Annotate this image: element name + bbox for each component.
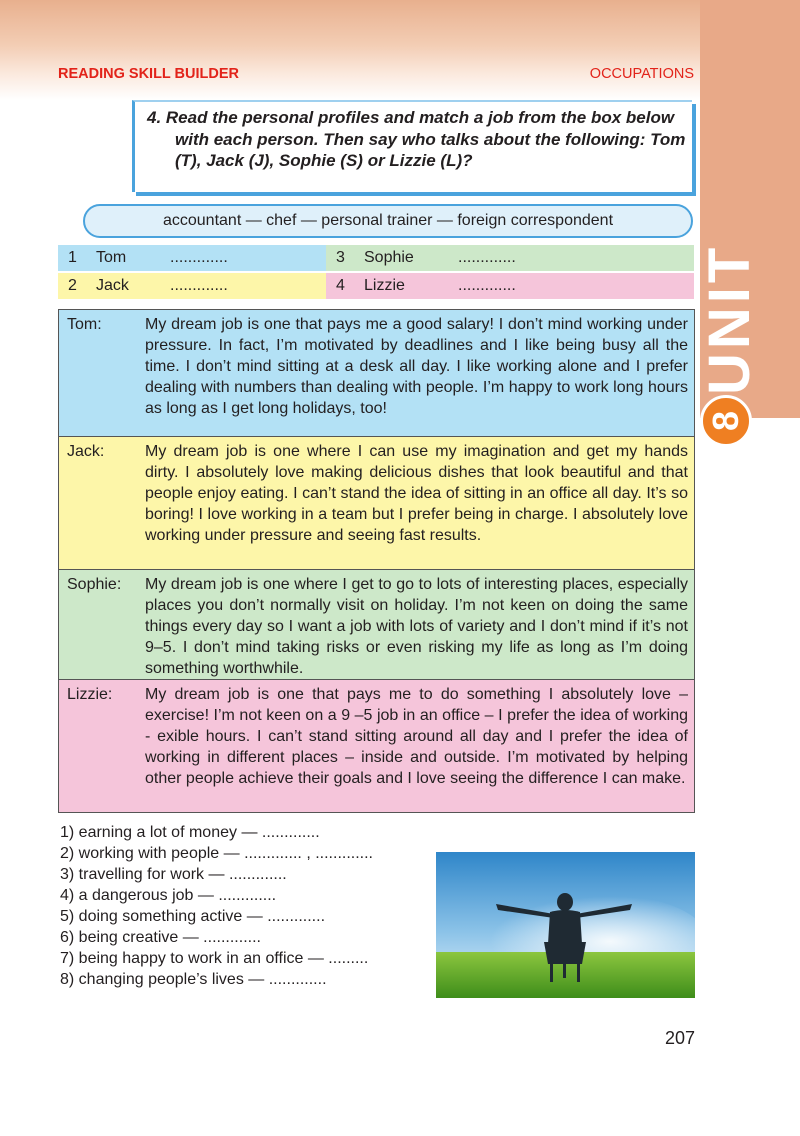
photo-illustration [436, 852, 695, 998]
match-number: 1 [68, 249, 77, 266]
match-number: 2 [68, 277, 77, 294]
task-instruction [147, 107, 687, 172]
profile-text: My dream job is one that pays me to do something I absolutely love – exercise! I’m not keen on a 9 –5 job in an office – I prefer the idea of working - exible hours. I can’t stand sitting around all day and I prefer the idea of working in different places – inside and outside. I’m motivated by helping other people achieve their goals and I love seeing the difference I can make. [145, 686, 688, 787]
match-name: Tom [96, 249, 127, 266]
profile-text: My dream job is one that pays me a good salary! I don’t mind working under pressure. In fact, I’m motivated by deadlines and I like being busy all the time. I don’t mind sitting at a desk all day. I like working alone and I prefer dealing with numbers than dealing with people. I’m happy to work long hours as long as I get long holidays, too! [145, 316, 688, 417]
profile-text: My dream job is one where I can use my imagination and get my hands dirty. I absolutely love making delicious dishes that look beautiful and that people enjoy eating. I can’t stand the idea of sitting in an office all day. It’s so boring! I love working in a team but I prefer being in charge. I absolutely love working under pressure and seeing fast results. [145, 443, 688, 544]
task-instruction-text: 4. Read the personal profiles and match a job from the box below with each person. Then say who talks about the following: Tom (T), Jack (J), Sophie (S) or Lizzie (L)? [147, 108, 686, 170]
match-name: Sophie [364, 249, 414, 266]
match-name: Lizzie [364, 277, 405, 294]
match-row-lizzie [326, 273, 694, 299]
question-item: 2) working with people — ............. , ............. [60, 845, 373, 862]
question-item: 7) being happy to work in an office — ......... [60, 950, 369, 967]
match-answer-blank[interactable]: ............. [458, 249, 516, 266]
match-row-sophie [326, 245, 694, 271]
task-instruction-box [132, 100, 692, 192]
match-answer-blank[interactable]: ............. [170, 249, 228, 266]
profile-name: Sophie: [67, 576, 122, 593]
question-item: 4) a dangerous job — ............. [60, 887, 277, 904]
profiles-table [58, 309, 695, 813]
profile-jack [59, 437, 694, 570]
section-title: READING SKILL BUILDER [58, 66, 239, 82]
profile-name: Jack: [67, 443, 105, 460]
question-item: 1) earning a lot of money — ............. [60, 824, 320, 841]
match-answer-blank[interactable]: ............. [458, 277, 516, 294]
job-word-box: accountant — chef — personal trainer — foreign correspondent [83, 204, 693, 238]
match-number: 4 [336, 277, 345, 294]
question-item: 8) changing people’s lives — ............. [60, 971, 327, 988]
page-number: 207 [664, 1028, 695, 1048]
question-item: 6) being creative — ............. [60, 929, 261, 946]
unit-label: UNIT [697, 243, 762, 395]
man-in-field-photo [436, 852, 695, 998]
profile-lizzie [59, 680, 694, 812]
unit-number-badge: 8 [700, 395, 752, 447]
match-name: Jack [96, 277, 129, 294]
match-row-jack [58, 273, 326, 299]
match-number: 3 [336, 249, 345, 266]
profile-name: Lizzie: [67, 686, 113, 703]
profile-sophie [59, 570, 694, 680]
topic-title: OCCUPATIONS [589, 66, 694, 82]
top-header-band [0, 0, 800, 100]
question-list [60, 822, 373, 990]
match-row-tom [58, 245, 326, 271]
match-answer-blank[interactable]: ............. [170, 277, 228, 294]
question-item: 3) travelling for work — ............. [60, 866, 287, 883]
profile-name: Tom: [67, 316, 102, 333]
profile-tom [59, 310, 694, 437]
profile-text: My dream job is one where I get to go to lots of interesting places, especially places you don’t normally visit on holiday. I’m not keen on doing the same things every day so I want a job with lots of variety and I don’t mind if it’s not 9–5. I don’t mind taking risks or even risking my life as long as I’m doing something worthwhile. [145, 576, 688, 677]
question-item: 5) doing something active — ............. [60, 908, 326, 925]
